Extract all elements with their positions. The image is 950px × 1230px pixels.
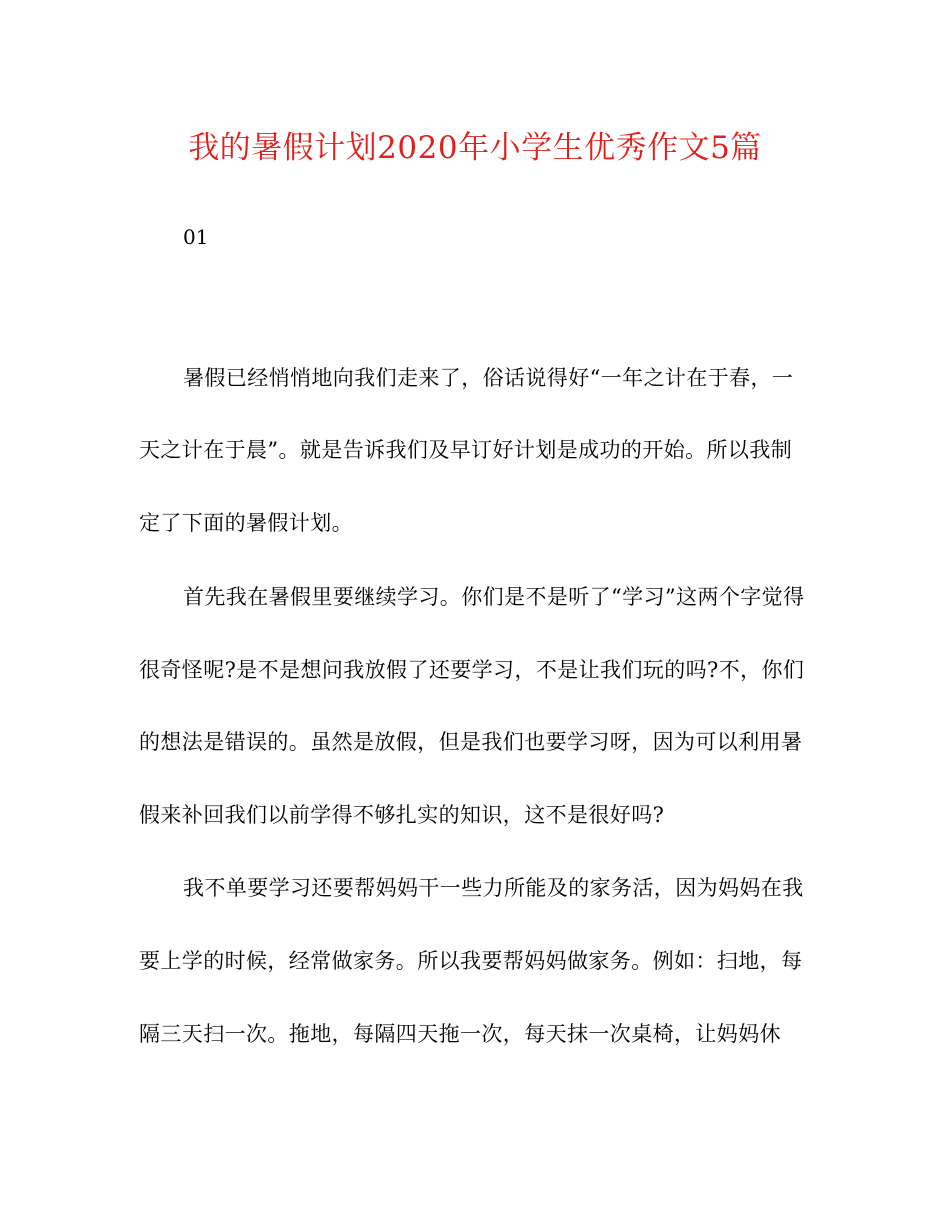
- paragraph-line: 隔三天扫一次。拖地，每隔四天拖一次，每天抹一次桌椅，让妈妈休: [139, 1022, 781, 1046]
- paragraph-line: 很奇怪呢?是不是想问我放假了还要学习，不是让我们玩的吗?不，你们: [139, 658, 805, 682]
- paragraph-line: 我不单要学习还要帮妈妈干一些力所能及的家务活，因为妈妈在我: [183, 876, 804, 900]
- paragraph-line: 天之计在于晨”。就是告诉我们及早订好计划是成功的开始。所以我制: [139, 438, 793, 462]
- paragraph-line: 的想法是错误的。虽然是放假，但是我们也要学习呀，因为可以利用暑: [139, 730, 803, 754]
- paragraph-line: 首先我在暑假里要继续学习。你们是不是听了“学习”这两个字觉得: [183, 585, 805, 609]
- paragraph-line: 定了下面的暑假计划。: [139, 511, 353, 535]
- paragraph-line: 假来补回我们以前学得不够扎实的知识，这不是很好吗?: [139, 803, 665, 827]
- document-title: 我的暑假计划2020年小学生优秀作文5篇: [188, 130, 762, 166]
- paragraph-line: 暑假已经悄悄地向我们走来了，俗话说得好“一年之计在于春，一: [183, 366, 794, 390]
- paragraph-line: 要上学的时候，经常做家务。所以我要帮妈妈做家务。例如：扫地，每: [139, 949, 803, 973]
- section-number: 01: [183, 225, 209, 249]
